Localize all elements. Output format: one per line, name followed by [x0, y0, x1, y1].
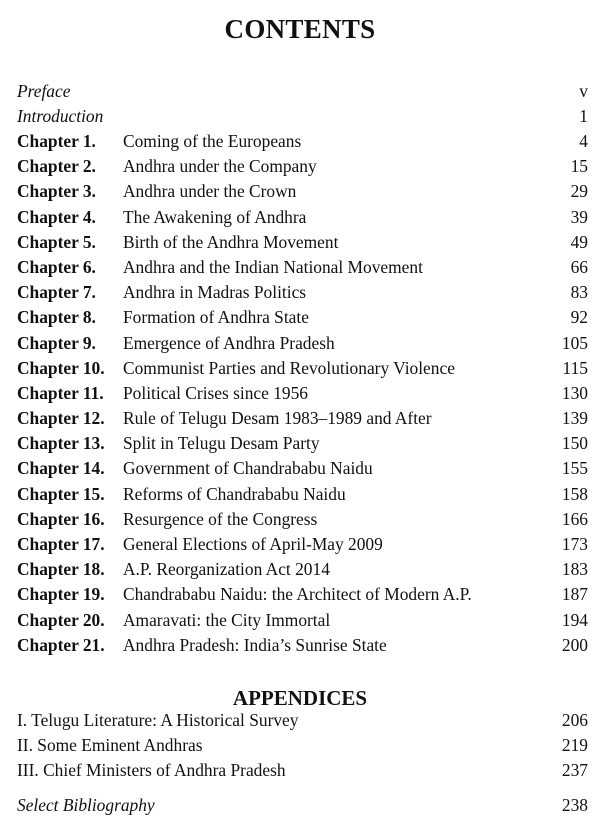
chapter-label: Chapter 15.: [17, 483, 105, 504]
entry-title: Preface: [17, 81, 71, 101]
chapter-label: Chapter 17.: [17, 534, 105, 554]
toc-entry-chapter: [17, 280, 588, 305]
chapter-label: Chapter 8.: [17, 307, 96, 328]
toc-entry-appendix: [17, 758, 588, 783]
chapter-label: Chapter 9.: [17, 332, 96, 353]
chapter-label: Chapter 21.: [17, 634, 105, 655]
entry-page: 200: [561, 634, 588, 655]
toc-entry-chapter: [17, 381, 588, 406]
entry-page: 150: [561, 433, 588, 454]
chapter-title: Political Crises since 1956: [123, 382, 308, 403]
chapter-list: [17, 129, 588, 658]
page-title: CONTENTS: [224, 14, 376, 44]
chapter-title: Emergence of Andhra Pradesh: [123, 332, 335, 353]
entry-page: 219: [561, 735, 588, 756]
toc-entry-chapter: [17, 356, 588, 381]
chapter-title: Andhra in Madras Politics: [123, 282, 307, 303]
chapter-label: Chapter 6.: [17, 256, 96, 277]
chapter-title: Birth of the Andhra Movement: [123, 231, 339, 252]
entry-page: 66: [570, 256, 588, 277]
toc-entry-chapter: [17, 230, 588, 255]
entry-page: 39: [570, 206, 588, 227]
entry-title: Introduction: [17, 106, 104, 127]
chapter-label: Chapter 1.: [17, 131, 96, 151]
appendix-title: II. Some Eminent Andhras: [17, 735, 203, 756]
chapter-title: Chandrababu Naidu: the Architect of Modern A.P.: [123, 584, 472, 605]
toc-entry-chapter: [17, 608, 588, 633]
entry-page: 105: [561, 332, 588, 353]
chapter-title: Coming of the Europeans: [123, 131, 302, 151]
entry-page: 166: [561, 508, 588, 529]
toc-entry-chapter: [17, 557, 588, 582]
entry-page: 4: [579, 131, 588, 151]
toc-entry-chapter: [17, 305, 588, 330]
entry-page: 173: [561, 534, 588, 554]
entry-title: Select Bibliography: [17, 795, 155, 815]
entry-page: 130: [561, 382, 588, 403]
chapter-title: Communist Parties and Revolutionary Violence: [123, 357, 455, 378]
chapter-title: Andhra under the Company: [123, 156, 317, 177]
chapter-label: Chapter 10.: [17, 357, 105, 378]
entry-page: 49: [570, 231, 588, 252]
entry-page: 92: [570, 307, 588, 328]
chapter-title: Formation of Andhra State: [123, 307, 309, 328]
chapter-title: Split in Telugu Desam Party: [123, 433, 320, 454]
chapter-label: Chapter 4.: [17, 206, 96, 227]
entry-page: 1: [579, 106, 588, 127]
appendices-heading: APPENDICES: [232, 686, 368, 710]
toc-entry-chapter: [17, 633, 588, 658]
entry-page: 183: [561, 559, 588, 580]
chapter-label: Chapter 19.: [17, 584, 105, 605]
chapter-title: The Awakening of Andhra: [123, 206, 307, 227]
entry-page: 15: [570, 156, 588, 177]
entry-page: 238: [561, 795, 588, 815]
entry-page: 158: [561, 483, 588, 504]
chapter-title: Andhra and the Indian National Movement: [123, 256, 423, 277]
front-matter-list: [17, 79, 588, 129]
entry-page: 115: [562, 357, 588, 378]
appendix-list: [17, 708, 588, 784]
chapter-label: Chapter 11.: [17, 382, 104, 403]
toc-entry-chapter: [17, 582, 588, 607]
toc-entry-chapter: [17, 129, 588, 154]
entry-page: 194: [561, 609, 588, 630]
chapter-label: Chapter 5.: [17, 231, 96, 252]
chapter-title: Government of Chandrababu Naidu: [123, 458, 373, 479]
chapter-label: Chapter 18.: [17, 559, 105, 580]
chapter-label: Chapter 2.: [17, 156, 96, 177]
entry-page: 206: [561, 710, 588, 730]
appendix-title: I. Telugu Literature: A Historical Survey: [17, 710, 299, 730]
toc-entry-chapter: [17, 179, 588, 204]
toc-entry-introduction: [17, 104, 588, 129]
toc-entry-appendix: [17, 708, 588, 733]
toc-entry-chapter: [17, 482, 588, 507]
chapter-label: Chapter 14.: [17, 458, 105, 479]
toc-entry-bibliography: [17, 793, 588, 818]
toc-entry-chapter: [17, 406, 588, 431]
chapter-label: Chapter 3.: [17, 181, 96, 202]
toc-entry-chapter: [17, 431, 588, 456]
toc-entry-chapter: [17, 154, 588, 179]
entry-page: 29: [570, 181, 588, 202]
entry-page: 139: [561, 408, 588, 429]
chapter-label: Chapter 12.: [17, 408, 105, 429]
chapter-label: Chapter 20.: [17, 609, 105, 630]
entry-page: 187: [561, 584, 588, 605]
entry-page: 83: [570, 282, 588, 303]
toc-entry-chapter: [17, 255, 588, 280]
chapter-title: A.P. Reorganization Act 2014: [123, 559, 330, 580]
back-matter-list: [17, 793, 588, 818]
toc-entry-preface: [17, 79, 588, 104]
chapter-label: Chapter 16.: [17, 508, 105, 529]
toc-entry-appendix: [17, 733, 588, 758]
entry-page: 237: [561, 760, 588, 781]
entry-page: 155: [561, 458, 588, 479]
chapter-title: Reforms of Chandrababu Naidu: [123, 483, 346, 504]
chapter-title: Rule of Telugu Desam 1983–1989 and After: [123, 408, 432, 429]
toc-entry-chapter: [17, 205, 588, 230]
chapter-label: Chapter 7.: [17, 282, 96, 303]
chapter-title: Resurgence of the Congress: [123, 508, 318, 529]
toc-entry-chapter: [17, 456, 588, 481]
toc-entry-chapter: [17, 532, 588, 557]
toc-entry-chapter: [17, 507, 588, 532]
toc-entry-chapter: [17, 331, 588, 356]
appendix-title: III. Chief Ministers of Andhra Pradesh: [17, 760, 286, 781]
chapter-title: General Elections of April-May 2009: [123, 534, 383, 554]
chapter-title: Amaravati: the City Immortal: [123, 609, 331, 630]
entry-page: v: [579, 81, 588, 101]
chapter-title: Andhra under the Crown: [123, 181, 297, 202]
chapter-label: Chapter 13.: [17, 433, 105, 454]
chapter-title: Andhra Pradesh: India’s Sunrise State: [123, 634, 387, 655]
